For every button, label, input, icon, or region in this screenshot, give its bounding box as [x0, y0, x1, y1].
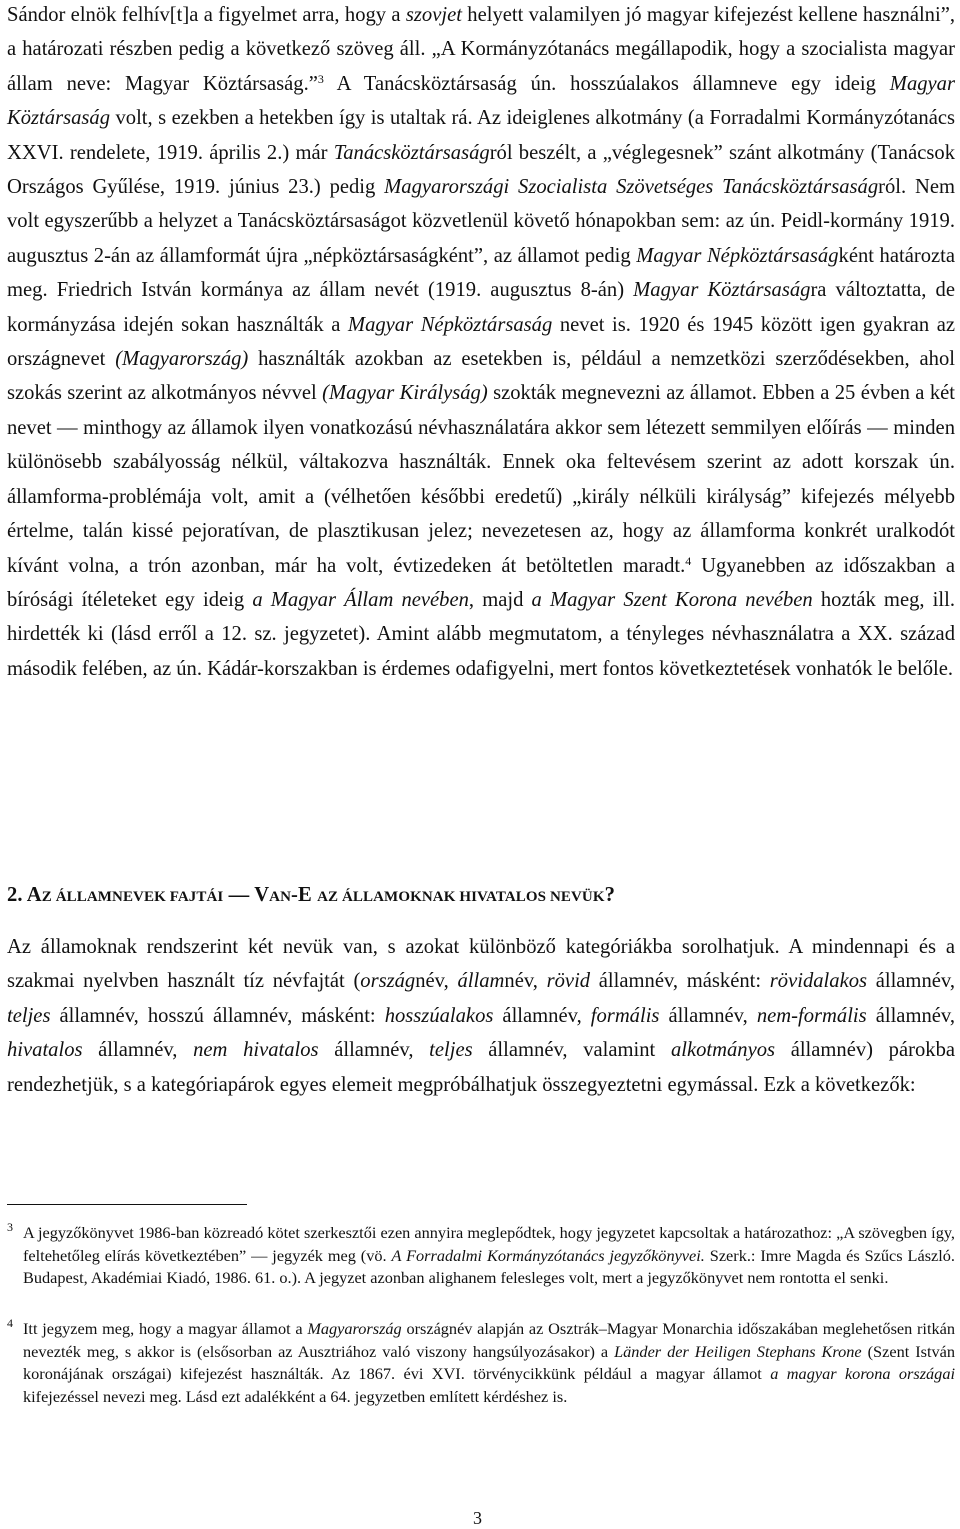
- text-run: név,: [415, 970, 458, 993]
- footnote-divider: [7, 1204, 247, 1205]
- italic-run: hosszúalakos: [384, 1004, 494, 1027]
- text-run: ról. Nem volt egyszerűbb a helyzet a Tanácsköztársaságot közvetlenül követő hónapokban sem: az ún. Peidl-kormány 1919. augusztus 2-án az államformát újra „népköztársaságként”, az államot pedig: [7, 176, 955, 267]
- text-run: államnév,: [867, 970, 955, 993]
- italic-run: (Magyar Királyság): [322, 382, 488, 405]
- text-run: név,: [504, 970, 547, 993]
- text-run: A Tanácsköztársaság ún. hosszúalakos államneve egy ideig: [323, 72, 890, 95]
- italic-run: alkotmányos: [670, 1039, 776, 1062]
- text-run: államnév,: [318, 1039, 430, 1062]
- italic-run: szovjet: [405, 4, 462, 26]
- text-run: államnév, valamint: [472, 1039, 671, 1062]
- italic-run: a Magyar Állam nevében: [252, 588, 469, 611]
- text-run: Az államoknak rendszerint két nevük van, s azokat különböző kategóriákba sorolhatjuk. A mindennapi és a szakmai nyelvben használt tíz névfajtát (: [7, 936, 955, 993]
- body-paragraph-1: [7, 0, 955, 686]
- italic-run: (Magyarország): [115, 348, 249, 371]
- text-run: államnév,: [493, 1004, 591, 1027]
- text-run: államnév,: [866, 1004, 956, 1027]
- text-run: államnév, hosszú államnév, másként:: [50, 1004, 385, 1027]
- text-run: volt, s ezekben a hetekben így is utaltak rá. Az ideiglenes alkotmány (a Forradalmi Kormányzótanács XXVI. rendelete, 1919. április 2.) már: [7, 107, 955, 164]
- italic-run: rövid: [546, 970, 591, 993]
- footnote-3: [7, 1222, 955, 1290]
- footnote-ref-4[interactable]: 4: [685, 553, 692, 568]
- text-run: nevet is. 1920 és 1945 között igen gyakran az országnevet: [7, 313, 955, 371]
- italic-run: ország: [360, 970, 416, 993]
- text-run: államnév,: [82, 1039, 194, 1062]
- text-run: , majd: [468, 588, 532, 611]
- page-number: 3: [473, 1508, 482, 1528]
- text-run: államnév, másként:: [590, 970, 770, 993]
- italic-run: Magyarországi Szocialista Szövetséges Tanácsköztársaság: [384, 176, 879, 199]
- text-run: államnév,: [659, 1004, 757, 1027]
- footnote-4: [7, 1318, 955, 1408]
- footnote-text: A jegyzőkönyvet 1986-ban közreadó kötet szerkesztői ezen annyira meglepődtek, hogy jegyzetet kapcsoltak a határozathoz: „A szövegben így, feltehetőleg elírás következtében” — jegyzék meg (vö. A Forradalmi Kormányzótanács jegyzőkönyvei. Szerk.: Imre Magda és Szűcs László. Budapest, Akadémiai Kiadó, 1986. 61. o.). A jegyzet azonban alighanem felesleges volt, mert a jegyzőkönyvet nem rontotta el senki.: [23, 1223, 955, 1288]
- italic-run: rövidalakos: [769, 970, 868, 993]
- italic-run: nem hivatalos: [193, 1039, 319, 1062]
- text-run: Ugyanebben az időszakban a bírósági ítéleteket egy ideig: [7, 554, 955, 611]
- italic-run: teljes: [7, 1004, 51, 1027]
- italic-run: a Magyar Szent Korona nevében: [531, 588, 813, 611]
- text-run: államnév) párokba rendezhetjük, s a kategóriapárok egyes elemeit megpróbálhatjuk összegyeztetni egymással. Ezk a következők:: [7, 1039, 956, 1096]
- footnote-ref-3[interactable]: 3: [317, 71, 324, 86]
- italic-run: Tanácsköztársaság: [333, 141, 490, 164]
- italic-run: Magyar Népköztársaság: [636, 244, 839, 267]
- italic-run: Magyar Köztársaság: [7, 72, 955, 130]
- text-run: szokták megnevezni az államot. Ebben a 25 évben a két nevet — minthogy az államok ilyen vonatkozású névhasználatára akkor sem létezett semmilyen előírás — minden különösebb szabályosság nélkül, váltakozva használták. Ennek oka feltevésem szerint az adott korszak ún. államforma-problémája volt, amit a (vélhetően későbbi eredetű) „király nélküli királyság” kifejezés mélyebb értelme, talán kissé pejoratívan, de plasztikusan jelez; nevezetesen az, hogy az államforma konkrét uralkodót kívánt volna, a trón azonban, már ha volt, évtizedeken át betöltetlen maradt.: [7, 382, 955, 577]
- italic-run: Magyar Népköztársaság: [347, 313, 553, 336]
- italic-run: formális: [590, 1004, 660, 1027]
- text-run: használták azokban az esetekben is, például a nemzetközi szerződésekben, ahol szokás szerint az alkotmányos névvel: [7, 348, 955, 405]
- footnote-text: Itt jegyzem meg, hogy a magyar államot a Magyarország országnév alapján az Osztrák–Magyar Monarchia időszakában meglehetősen ritkán nevezték meg, s akkor is (elsősorban az Ausztriához való viszony hangsúlyozásakor) a Länder der Heiligen Stephans Krone (Szent István koronájának országai) kifejezést használták. Az 1867. évi XVI. törvénycikkünk például a magyar államot a magyar korona országai kifejezéssel nevezi meg. Lásd ezt adalékként a 64. jegyzetben említett kérdéshez is.: [23, 1319, 955, 1406]
- body-paragraph-2: [7, 930, 955, 1102]
- italic-run: állam: [457, 970, 505, 993]
- text-run: helyett valamilyen jó magyar kifejezést kellene használni”, a határozati részben pedig a következő szöveg áll. „A Kormányzótanács megállapodik, hogy a szocialista magyar állam neve: Magyar Köztársaság.”: [7, 4, 955, 95]
- text-run: ként határozta meg. Friedrich István kormánya az állam nevét (1919. augusztus 8-án): [7, 244, 955, 302]
- italic-run: teljes: [429, 1039, 473, 1062]
- section-heading: 2. AZ ÁLLAMNEVEK FAJTÁI — VAN-E AZ ÁLLAMOKNAK HIVATALOS NEVÜK?: [7, 884, 616, 906]
- italic-run: Magyar Köztársaság: [633, 279, 811, 302]
- footnote-number: 3: [7, 1220, 13, 1234]
- text-run: Sándor elnök felhív[t]a a figyelmet arra, hogy a: [7, 4, 406, 26]
- text-run: hozták meg, ill. hirdették ki (lásd erről a 12. sz. jegyzetet). Amint alább megmutatom, a tényleges névhasználatra a XX. század második felében, az ún. Kádár-korszakban is érdemes odafigyelni, mert fontos következtetések vonhatók le belőle.: [7, 588, 955, 680]
- italic-run: hivatalos: [7, 1039, 83, 1062]
- text-run: ra változtatta, de kormányzása idején sokan használták a: [7, 279, 955, 336]
- italic-run: nem-formális: [756, 1004, 867, 1027]
- text-run: ról beszélt, a „véglegesnek” szánt alkotmány (Tanácsok Országos Gyűlése, 1919. június 23.) pedig: [7, 141, 955, 199]
- footnote-number: 4: [7, 1316, 13, 1330]
